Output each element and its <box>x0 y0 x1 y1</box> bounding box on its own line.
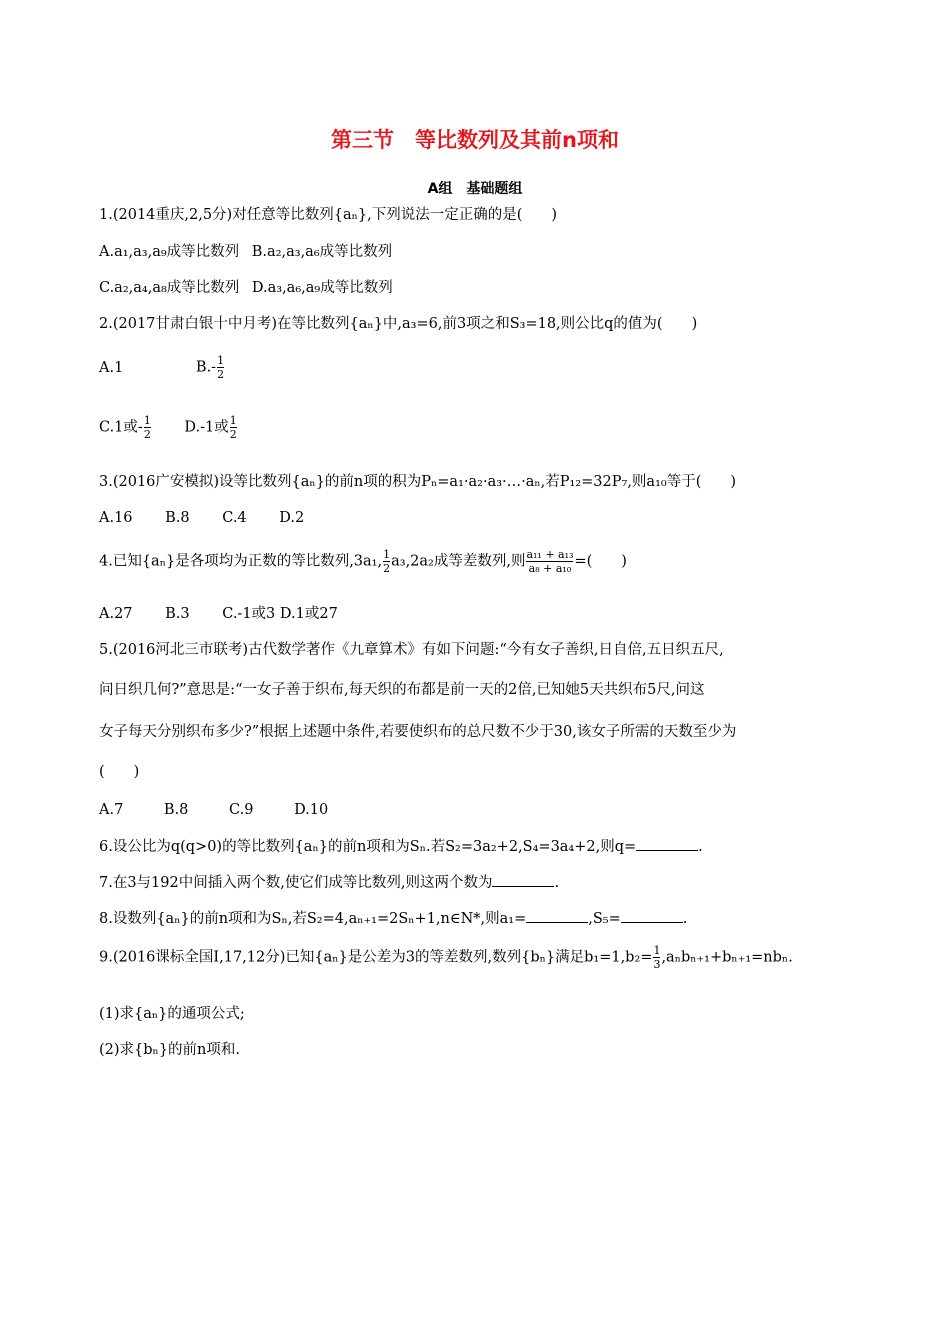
q2-options-row1 <box>99 354 225 381</box>
q4-stem <box>99 548 627 575</box>
fraction-numerator: 1 <box>229 414 237 427</box>
q7-stem-text: 7.在3与192中间插入两个数,使它们成等比数列,则这两个数为 <box>99 875 493 891</box>
q2-option-c[interactable] <box>99 414 152 441</box>
q2-option-b-prefix: B.- <box>195 359 217 376</box>
q8-stem-text: 8.设数列{aₙ}的前n项和为Sₙ,若S₂=4,aₙ₊₁=2Sₙ+1,n∈N*,则a₁= <box>99 911 527 927</box>
q5-stem-line-3: 女子每天分别织布多少?”根据上述题中条件,若要使织布的总尺数不少于30,该女子所需的天数至少为 <box>99 724 737 740</box>
q3-option-a[interactable]: A.16 <box>99 510 133 526</box>
q8-answer-blank-a1[interactable] <box>526 908 588 923</box>
q6-stem-text: 6.设公比为q(q>0)的等比数列{aₙ}的前n项和为Sₙ.若S₂=3a₂+2,S₄=3a₄+2,则q= <box>99 839 637 855</box>
q5-option-c[interactable]: C.9 <box>229 802 254 818</box>
q2-option-d-prefix: D.-1或 <box>184 419 229 436</box>
q4-stem-part-c: =( ) <box>574 553 627 570</box>
q1-options-row1 <box>99 242 392 262</box>
q8-stem <box>99 908 687 929</box>
q6-stem <box>99 836 703 857</box>
fraction-numerator: 1 <box>217 354 225 367</box>
q2-option-d-fraction <box>230 414 237 441</box>
q3-options <box>99 508 304 528</box>
q7-stem-end: . <box>554 875 560 891</box>
q8-stem-end: . <box>682 911 688 927</box>
q2-options-row2 <box>99 414 238 441</box>
q9-part-2: (2)求{bₙ}的前n项和. <box>99 1042 240 1058</box>
q9-stem-part-a: 9.(2016课标全国Ⅰ,17,12分)已知{aₙ}是公差为3的等差数列,数列{bₙ}满足b₁=1,b₂= <box>99 949 653 966</box>
q5-stem-line-4: ( ) <box>99 764 140 780</box>
q4-fraction-half <box>383 548 390 575</box>
q1-option-d[interactable]: D.a₃,a₆,a₉成等比数列 <box>251 280 393 296</box>
section-title: 第三节 等比数列及其前n项和 <box>331 128 619 152</box>
q5-options <box>99 800 328 820</box>
q6-answer-blank[interactable] <box>636 836 698 851</box>
q5-option-d[interactable]: D.10 <box>294 802 329 818</box>
q5-option-b[interactable]: B.8 <box>163 802 189 818</box>
q4-options <box>99 604 338 624</box>
q3-option-b[interactable]: B.8 <box>165 510 190 526</box>
q2-option-c-prefix: C.1或- <box>99 419 143 436</box>
group-heading: A组 基础题组 <box>427 181 523 197</box>
q6-stem-end: . <box>698 839 703 855</box>
q9-stem <box>99 944 793 971</box>
q4-stem-part-a: 4.已知{aₙ}是各项均为正数的等比数列,3a₁, <box>99 553 383 570</box>
fraction-denominator: a₈ + a₁₀ <box>526 561 573 575</box>
q2-stem: 2.(2017甘肃白银十中月考)在等比数列{aₙ}中,a₃=6,前3项之和S₃=18,则公比q的值为( ) <box>99 316 698 332</box>
q2-option-b-fraction <box>217 354 224 381</box>
q5-stem-line-2: 问日织几何?”意思是:“一女子善于织布,每天织的布都是前一天的2倍,已知她5天共织布5尺,问这 <box>99 682 705 698</box>
q2-option-c-fraction <box>144 414 151 441</box>
q5-stem-line-1: 5.(2016河北三市联考)古代数学著作《九章算术》有如下问题:“今有女子善织,日自倍,五日织五尺, <box>99 642 724 658</box>
q4-option-a[interactable]: A.27 <box>99 606 133 622</box>
q3-stem: 3.(2016广安模拟)设等比数列{aₙ}的前n项的积为Pₙ=a₁·a₂·a₃·…·aₙ,若P₁₂=32P₇,则a₁₀等于( ) <box>99 474 737 490</box>
fraction-denominator: 2 <box>143 428 151 441</box>
fraction-denominator: 3 <box>653 958 661 971</box>
q3-option-d[interactable]: D.2 <box>279 510 305 526</box>
q2-option-d[interactable] <box>184 414 237 441</box>
q1-options-row2 <box>99 278 393 298</box>
fraction-numerator: 1 <box>143 414 151 427</box>
q2-option-b[interactable] <box>196 354 225 381</box>
q1-option-c[interactable]: C.a₂,a₄,a₈成等比数列 <box>99 280 240 296</box>
q5-option-a[interactable]: A.7 <box>99 802 124 818</box>
q9-fraction-third <box>653 944 660 971</box>
q1-option-a[interactable]: A.a₁,a₃,a₉成等比数列 <box>99 244 240 260</box>
q4-option-d[interactable]: D.1或27 <box>279 606 338 622</box>
fraction-numerator: 1 <box>383 548 391 561</box>
q7-stem <box>99 872 559 893</box>
q4-option-c[interactable]: C.-1或3 <box>222 606 276 622</box>
q1-option-b[interactable]: B.a₂,a₃,a₆成等比数列 <box>251 244 393 260</box>
q7-answer-blank[interactable] <box>492 872 554 887</box>
q4-option-b[interactable]: B.3 <box>165 606 190 622</box>
q1-stem: 1.(2014重庆,2,5分)对任意等比数列{aₙ},下列说法一定正确的是( ) <box>99 207 558 223</box>
fraction-denominator: 2 <box>217 368 225 381</box>
q4-fraction-ratio <box>526 548 573 575</box>
q8-answer-blank-s5[interactable] <box>621 908 683 923</box>
q3-option-c[interactable]: C.4 <box>222 510 247 526</box>
q9-part-1: (1)求{aₙ}的通项公式; <box>99 1006 245 1022</box>
q2-option-a[interactable]: A.1 <box>99 359 124 376</box>
q9-stem-part-b: ,aₙbₙ₊₁+bₙ₊₁=nbₙ. <box>661 949 793 966</box>
fraction-denominator: 2 <box>229 428 237 441</box>
fraction-numerator: a₁₁ + a₁₃ <box>526 548 574 561</box>
fraction-denominator: 2 <box>383 562 391 575</box>
q4-stem-part-b: a₃,2a₂成等差数列,则 <box>391 553 526 570</box>
fraction-numerator: 1 <box>653 944 661 957</box>
q8-stem-mid: ,S₅= <box>588 911 621 927</box>
